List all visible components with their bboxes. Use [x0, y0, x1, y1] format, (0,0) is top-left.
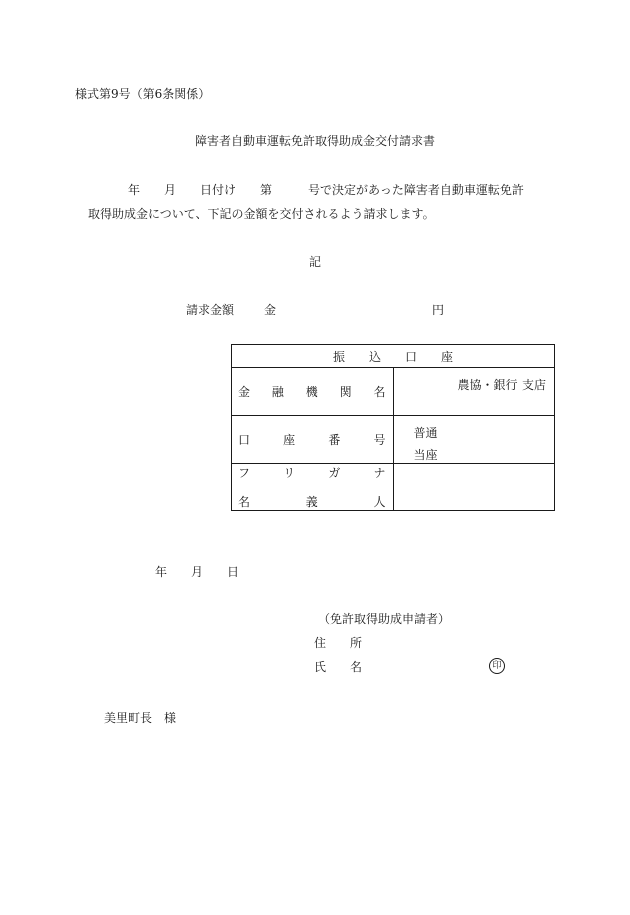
account-number-label-cell: [232, 416, 394, 464]
label-char: 義: [305, 495, 318, 509]
label-char: 人: [373, 495, 386, 509]
body-text-line-1: 年 月 日付け 第 号で決定があった障害者自動車運転免許: [128, 183, 524, 197]
account-table-header-row: [232, 345, 555, 368]
label-char: フ: [238, 466, 251, 480]
label-char: 号: [373, 433, 386, 447]
label-char: 番: [328, 433, 341, 447]
bank-name-field[interactable]: [393, 368, 555, 416]
account-holder-row: [232, 464, 555, 511]
bank-name-row: [232, 368, 555, 416]
furigana-label: [238, 464, 386, 481]
header-char: 振: [333, 349, 346, 364]
account-holder-field[interactable]: [393, 464, 555, 511]
account-type-current[interactable]: 当座: [413, 448, 438, 462]
header-char: 口: [404, 349, 417, 364]
label-char: 関: [339, 385, 352, 399]
account-type-ordinary[interactable]: 普通: [413, 426, 438, 440]
label-char: 融: [271, 385, 284, 399]
account-holder-label-cell: [232, 464, 394, 511]
bank-account-table: [231, 344, 555, 511]
form-number: 様式第9号（第6条関係）: [75, 87, 211, 101]
body-text-line-2: 取得助成金について、下記の金額を交付されるよう請求します。: [88, 207, 435, 221]
label-char: ガ: [328, 466, 341, 480]
document-title: 障害者自動車運転免許取得助成金交付請求書: [194, 134, 435, 148]
label-char: 口: [238, 433, 251, 447]
applicant-heading: （免許取得助成申請者）: [318, 612, 451, 626]
header-char: 座: [440, 349, 453, 364]
label-char: 座: [283, 433, 296, 447]
label-char: ナ: [373, 466, 386, 480]
label-char: リ: [283, 466, 296, 480]
applicant-address-label: 住 所: [314, 636, 363, 650]
request-amount-label: 請求金額: [186, 303, 235, 317]
account-number-field[interactable]: [393, 416, 555, 464]
account-table-header: [232, 345, 555, 368]
amount-yen-label: 円: [432, 303, 445, 317]
label-char: 機: [305, 385, 318, 399]
label-char: 名: [238, 495, 251, 509]
label-char: 金: [238, 385, 251, 399]
amount-kin-label: 金: [264, 303, 277, 317]
header-char: 込: [368, 349, 381, 364]
date-line: 年 月 日: [155, 565, 240, 579]
account-holder-label: [238, 493, 386, 510]
addressee: 美里町長 様: [104, 711, 177, 725]
bank-type-text: 農協・銀行: [457, 378, 518, 392]
bank-name-label-cell: [232, 368, 394, 416]
branch-text: 支店: [521, 378, 546, 392]
ki-heading: 記: [308, 255, 321, 269]
seal-mark: 印: [489, 658, 505, 674]
account-number-row: [232, 416, 555, 464]
applicant-name-label: 氏 名: [314, 660, 363, 674]
label-char: 名: [373, 385, 386, 399]
